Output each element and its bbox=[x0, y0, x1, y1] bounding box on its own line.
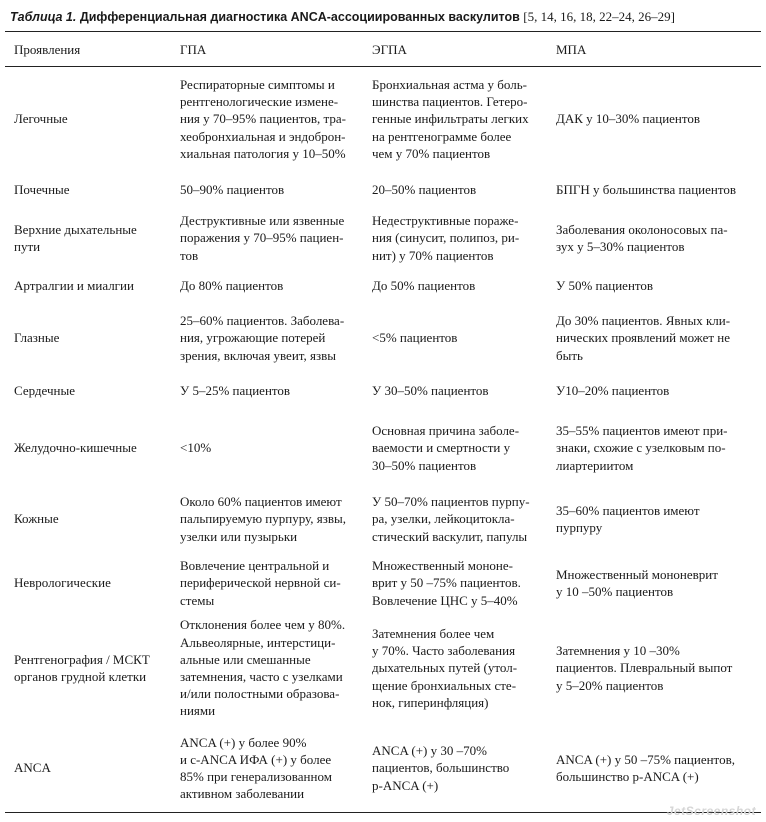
cell-gpa-text: Вовлечение центральной и периферической нервной си- стемы bbox=[180, 558, 341, 608]
cell-mpa bbox=[556, 724, 760, 812]
cell-egpa-text: До 50% пациентов bbox=[372, 278, 476, 294]
cell-gpa bbox=[180, 412, 366, 484]
row-label-text: Верхние дыхательные пути bbox=[14, 221, 137, 254]
header-mpa: МПА bbox=[556, 42, 587, 57]
cell-mpa bbox=[556, 172, 760, 208]
cell-egpa-text: 20–50% пациентов bbox=[372, 182, 477, 198]
cell-gpa bbox=[180, 306, 366, 370]
cell-egpa bbox=[372, 614, 550, 722]
row-label-text: Артралгии и миалгии bbox=[14, 278, 134, 294]
cell-gpa bbox=[180, 172, 366, 208]
cell-egpa bbox=[372, 724, 550, 812]
cell-mpa bbox=[556, 614, 760, 722]
cell-mpa bbox=[556, 268, 760, 304]
cell-gpa-text: 25–60% пациентов. Заболева- ния, угрожающие потерей зрения, включая увеит, язвы bbox=[180, 313, 345, 363]
row-label-text: Почечные bbox=[14, 182, 70, 198]
row-label bbox=[14, 486, 174, 552]
cell-mpa-text: ДАК у 10–30% пациентов bbox=[556, 111, 701, 127]
cell-mpa bbox=[556, 554, 760, 612]
cell-gpa bbox=[180, 72, 366, 166]
cell-gpa-text: <10% bbox=[180, 440, 212, 456]
cell-gpa-text: У 5–25% пациентов bbox=[180, 383, 291, 399]
row-label bbox=[14, 72, 174, 166]
cell-egpa-text: Основная причина заболе- ваемости и смертности у 30–50% пациентов bbox=[372, 423, 520, 473]
cell-gpa-text: Около 60% пациентов имеют пальпируемую пурпуру, язвы, узелки или пузырьки bbox=[180, 494, 346, 544]
row-label-text: Рентгенография / МСКТ органов грудной клетки bbox=[14, 651, 150, 684]
cell-gpa bbox=[180, 486, 366, 552]
cell-mpa-text: Затемнения у 10 –30% пациентов. Плевральный выпот у 5–20% пациентов bbox=[556, 643, 733, 693]
cell-mpa bbox=[556, 412, 760, 484]
cell-gpa-text: Деструктивные или язвенные поражения у 70–95% пациен- тов bbox=[180, 213, 345, 263]
table-title-text: Дифференциальная диагностика ANCA-ассоциированных васкулитов bbox=[76, 10, 524, 24]
table-title-references: [5, 14, 16, 18, 22–24, 26–29] bbox=[523, 9, 675, 24]
row-label-text: ANCA bbox=[14, 760, 51, 776]
row-label-text: Легочные bbox=[14, 111, 68, 127]
cell-egpa-text: У 30–50% пациентов bbox=[372, 383, 489, 399]
row-label bbox=[14, 554, 174, 612]
cell-egpa bbox=[372, 486, 550, 552]
cell-egpa bbox=[372, 172, 550, 208]
table-row bbox=[0, 72, 766, 166]
row-label bbox=[14, 372, 174, 410]
cell-mpa-text: До 30% пациентов. Явных кли- нических проявлений может не быть bbox=[556, 313, 731, 363]
table-row bbox=[0, 372, 766, 410]
table-row bbox=[0, 724, 766, 812]
row-label bbox=[14, 306, 174, 370]
table-row bbox=[0, 172, 766, 208]
cell-mpa bbox=[556, 372, 760, 410]
header-gpa: ГПА bbox=[180, 42, 207, 57]
cell-egpa-text: Множественный мононе- врит у 50 –75% пациентов. Вовлечение ЦНС у 5–40% bbox=[372, 558, 521, 608]
table-title bbox=[10, 9, 760, 25]
table-row bbox=[0, 486, 766, 552]
cell-gpa-text: ANCA (+) у более 90% и с-ANCA ИФА (+) у более 85% при генерализованном активном заболевании bbox=[180, 734, 332, 802]
cell-gpa bbox=[180, 210, 366, 266]
cell-egpa bbox=[372, 306, 550, 370]
row-label-text: Глазные bbox=[14, 330, 60, 346]
cell-egpa-text: Недеструктивные пораже- ния (синусит, полипоз, ри- нит) у 70% пациентов bbox=[372, 213, 520, 263]
cell-mpa-text: Множественный мононеврит у 10 –50% пациентов bbox=[556, 566, 718, 599]
cell-egpa bbox=[372, 268, 550, 304]
cell-gpa-text: До 80% пациентов bbox=[180, 278, 284, 294]
cell-gpa bbox=[180, 268, 366, 304]
header-egpa: ЭГПА bbox=[372, 42, 407, 57]
row-label bbox=[14, 172, 174, 208]
top-rule bbox=[5, 31, 761, 32]
cell-egpa bbox=[372, 554, 550, 612]
table-row bbox=[0, 306, 766, 370]
cell-mpa-text: У 50% пациентов bbox=[556, 278, 654, 294]
cell-mpa bbox=[556, 486, 760, 552]
cell-mpa bbox=[556, 210, 760, 266]
header-manifestations: Проявления bbox=[14, 42, 81, 57]
cell-mpa-text: 35–60% пациентов имеют пурпуру bbox=[556, 502, 700, 535]
cell-egpa bbox=[372, 210, 550, 266]
row-label-text: Кожные bbox=[14, 511, 59, 527]
cell-gpa bbox=[180, 614, 366, 722]
table-row bbox=[0, 614, 766, 722]
table-row bbox=[0, 412, 766, 484]
row-label-text: Неврологические bbox=[14, 575, 111, 591]
cell-egpa bbox=[372, 72, 550, 166]
watermark: JetScreenshot bbox=[666, 804, 756, 818]
cell-mpa-text: ANCA (+) у 50 –75% пациентов, большинство p-ANCA (+) bbox=[556, 751, 735, 784]
row-label bbox=[14, 724, 174, 812]
row-label-text: Желудочно-кишечные bbox=[14, 440, 137, 456]
header-rule bbox=[5, 66, 761, 67]
cell-gpa bbox=[180, 372, 366, 410]
cell-egpa-text: ANCA (+) у 30 –70% пациентов, большинство p-ANCA (+) bbox=[372, 743, 510, 793]
cell-gpa-text: Респираторные симптомы и рентгенологические измене- ния у 70–95% пациентов, тра- хеобронхиальная и эндоброн- хиальная патология у 10–50% bbox=[180, 76, 346, 161]
cell-gpa bbox=[180, 554, 366, 612]
row-label bbox=[14, 412, 174, 484]
cell-mpa-text: У10–20% пациентов bbox=[556, 383, 670, 399]
cell-egpa-text: Затемнения более чем у 70%. Часто заболевания дыхательных путей (утол- щение бронхиальных сте- нок, гиперинфляция) bbox=[372, 625, 518, 710]
cell-egpa-text: <5% пациентов bbox=[372, 330, 458, 346]
row-label bbox=[14, 210, 174, 266]
bottom-rule bbox=[5, 812, 761, 813]
cell-gpa-text: Отклонения более чем у 80%. Альвеолярные, интерстици- альные или смешанные затемнения, часто с узелками и/или полостными образова- ниями bbox=[180, 617, 346, 719]
cell-egpa bbox=[372, 412, 550, 484]
cell-mpa-text: БПГН у большинства пациентов bbox=[556, 182, 736, 198]
cell-egpa-text: Бронхиальная астма у боль- шинства пациентов. Гетеро- генные инфильтраты легких на рентгенограмме более чем у 70% пациентов bbox=[372, 76, 529, 161]
cell-gpa bbox=[180, 724, 366, 812]
cell-gpa-text: 50–90% пациентов bbox=[180, 182, 285, 198]
row-label bbox=[14, 614, 174, 722]
cell-egpa-text: У 50–70% пациентов пурпу- ра, узелки, лейкоцитокла- стический васкулит, папулы bbox=[372, 494, 530, 544]
cell-mpa-text: 35–55% пациентов имеют при- знаки, схожие с узелковым по- лиартериитом bbox=[556, 423, 728, 473]
row-label-text: Сердечные bbox=[14, 383, 75, 399]
table-row bbox=[0, 554, 766, 612]
cell-mpa bbox=[556, 72, 760, 166]
cell-mpa bbox=[556, 306, 760, 370]
table-row bbox=[0, 210, 766, 266]
cell-egpa bbox=[372, 372, 550, 410]
table-row bbox=[0, 268, 766, 304]
table-title-number: Таблица 1. bbox=[10, 10, 77, 24]
row-label bbox=[14, 268, 174, 304]
cell-mpa-text: Заболевания околоносовых па- зух у 5–30% пациентов bbox=[556, 221, 728, 254]
